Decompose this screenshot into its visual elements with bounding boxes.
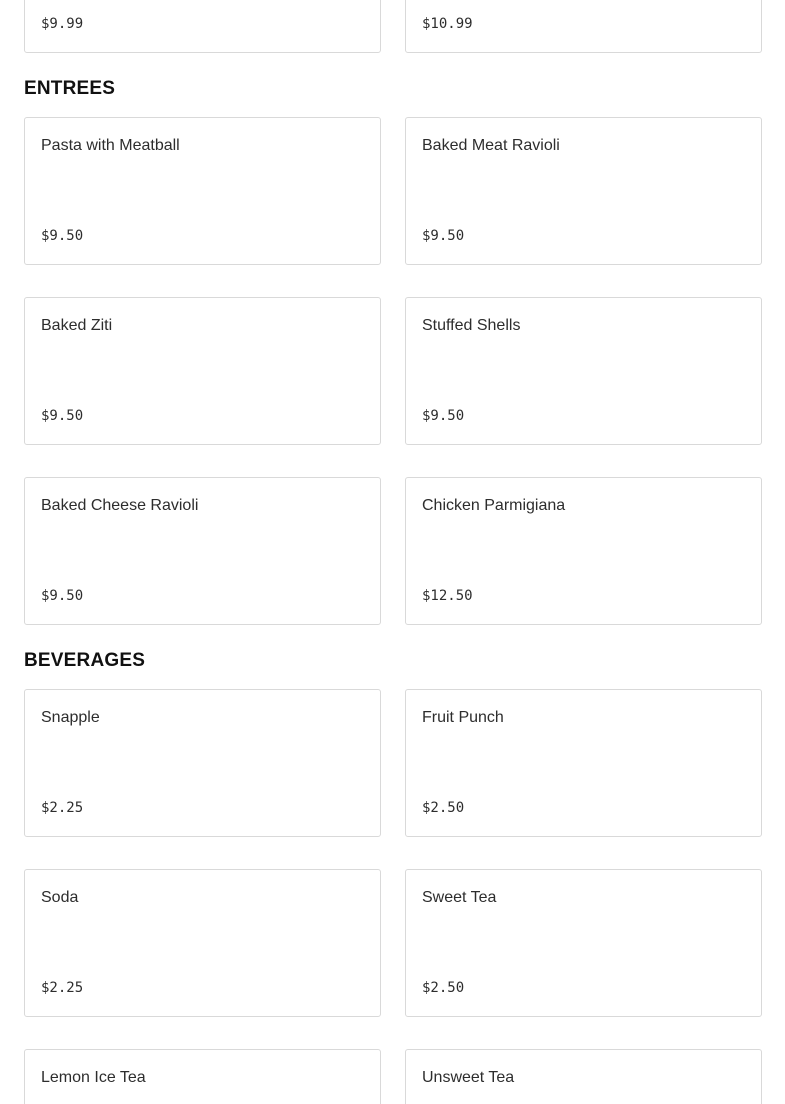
menu-item-card[interactable] [405, 117, 762, 265]
item-price: $9.50 [41, 588, 84, 604]
item-name: Soda [41, 889, 79, 906]
menu-item-card[interactable] [24, 117, 381, 265]
item-price: $2.50 [422, 800, 465, 816]
item-name: Sweet Tea [422, 889, 497, 906]
menu-item-card[interactable] [405, 689, 762, 837]
item-name: Baked Cheese Ravioli [41, 497, 199, 514]
menu-item-card[interactable] [405, 0, 762, 53]
item-price: $9.50 [41, 228, 84, 244]
item-name: Stuffed Shells [422, 317, 521, 334]
item-price: $2.25 [41, 800, 84, 816]
item-name: Snapple [41, 709, 100, 726]
item-name: Baked Meat Ravioli [422, 137, 560, 154]
section-title-entrees: ENTREES [24, 78, 116, 99]
menu-item-card[interactable] [405, 1049, 762, 1104]
item-name: Baked Ziti [41, 317, 113, 334]
menu-item-card[interactable] [24, 869, 381, 1017]
menu-item-card[interactable] [405, 297, 762, 445]
item-name: Lemon Ice Tea [41, 1069, 146, 1086]
item-price: $9.50 [422, 408, 465, 424]
item-name: Fruit Punch [422, 709, 504, 726]
item-price: $9.50 [41, 408, 84, 424]
menu-item-card[interactable] [24, 297, 381, 445]
menu-item-card[interactable] [24, 0, 381, 53]
item-name: Pasta with Meatball [41, 137, 180, 154]
item-name: Chicken Parmigiana [422, 497, 566, 514]
item-price: $12.50 [422, 588, 473, 604]
menu-item-card[interactable] [24, 689, 381, 837]
item-price: $2.25 [41, 980, 84, 996]
item-price: $9.50 [422, 228, 465, 244]
item-name: Unsweet Tea [422, 1069, 515, 1086]
menu-item-card[interactable] [405, 477, 762, 625]
menu-item-card[interactable] [24, 1049, 381, 1104]
item-price: $2.50 [422, 980, 465, 996]
item-price: $9.99 [41, 16, 84, 32]
menu-item-card[interactable] [405, 869, 762, 1017]
item-price: $10.99 [422, 16, 473, 32]
section-title-beverages: BEVERAGES [24, 650, 146, 671]
menu-item-card[interactable] [24, 477, 381, 625]
